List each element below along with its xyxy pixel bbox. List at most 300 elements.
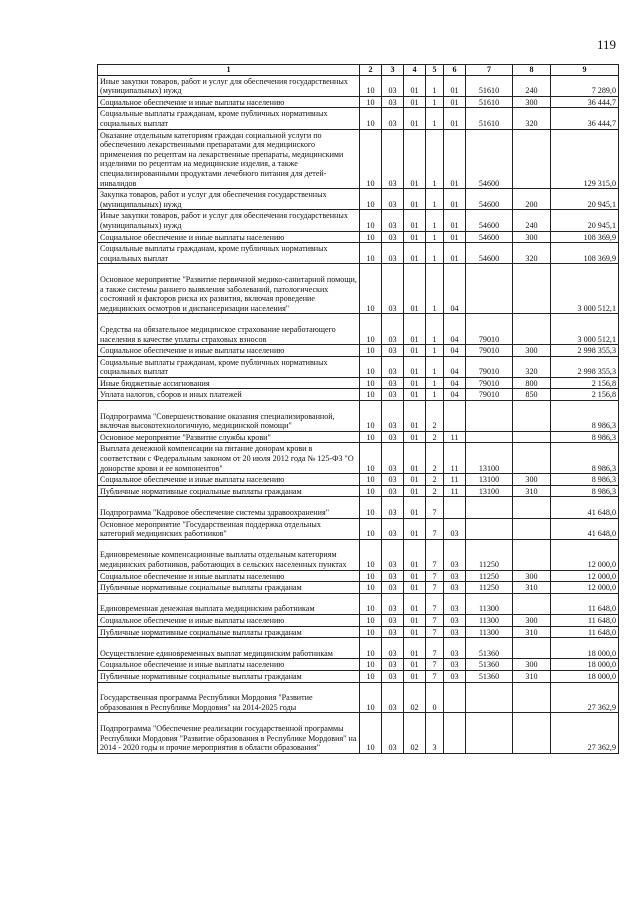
cell-c5: 7 <box>426 497 444 518</box>
cell-c6: 11 <box>444 474 466 486</box>
cell-c9: 20 945,1 <box>551 210 619 231</box>
cell-c6: 04 <box>444 377 466 389</box>
row-name: Социальные выплаты гражданам, кроме публичных нормативных социальных выплат <box>98 108 360 129</box>
cell-c3: 03 <box>382 377 404 389</box>
row-name: Подпрограмма "Совершенствование оказания специализированной, включая высокотехнологичную, медицинской помощи" <box>98 401 360 432</box>
cell-c6: 04 <box>444 314 466 345</box>
cell-c4: 01 <box>404 626 426 638</box>
cell-c9: 7 289,0 <box>551 75 619 96</box>
cell-c9: 12 000,0 <box>551 582 619 594</box>
cell-c2: 10 <box>360 443 382 474</box>
cell-c9: 2 156,8 <box>551 377 619 389</box>
row-name: Осуществление единовременных выплат медицинским работникам <box>98 638 360 659</box>
cell-c9: 11 648,0 <box>551 593 619 614</box>
row-name: Подпрограмма "Обеспечение реализации государственной программы Республики Мордовия "Развитие образования в Республике Мордовия" на 2014 - 2020 годы и прочие мероприятия в области образования" <box>98 713 360 753</box>
table-row <box>98 670 619 682</box>
cell-c3: 03 <box>382 518 404 539</box>
row-name: Социальное обеспечение и иные выплаты населению <box>98 345 360 357</box>
cell-c8 <box>513 401 551 432</box>
table-row <box>98 189 619 210</box>
cell-c6: 01 <box>444 189 466 210</box>
cell-c3: 03 <box>382 231 404 243</box>
cell-c5: 2 <box>426 485 444 497</box>
cell-c3: 03 <box>382 96 404 108</box>
cell-c6: 01 <box>444 75 466 96</box>
column-header: 2 <box>360 65 382 76</box>
column-header: 7 <box>466 65 513 76</box>
cell-c2: 10 <box>360 539 382 570</box>
cell-c7: 13100 <box>466 485 513 497</box>
cell-c5: 7 <box>426 593 444 614</box>
cell-c2: 10 <box>360 497 382 518</box>
cell-c8: 300 <box>513 96 551 108</box>
cell-c7: 79010 <box>466 345 513 357</box>
cell-c4: 01 <box>404 670 426 682</box>
cell-c8: 300 <box>513 231 551 243</box>
table-row <box>98 231 619 243</box>
cell-c2: 10 <box>360 314 382 345</box>
cell-c3: 03 <box>382 108 404 129</box>
cell-c5: 2 <box>426 401 444 432</box>
table-row <box>98 75 619 96</box>
table-row <box>98 615 619 627</box>
cell-c9: 2 156,8 <box>551 389 619 401</box>
column-header: 6 <box>444 65 466 76</box>
cell-c8: 800 <box>513 377 551 389</box>
column-header: 3 <box>382 65 404 76</box>
cell-c2: 10 <box>360 108 382 129</box>
cell-c8: 850 <box>513 389 551 401</box>
cell-c8 <box>513 713 551 753</box>
column-header: 5 <box>426 65 444 76</box>
cell-c2: 10 <box>360 713 382 753</box>
cell-c3: 03 <box>382 129 404 189</box>
cell-c5: 7 <box>426 659 444 671</box>
cell-c3: 03 <box>382 345 404 357</box>
cell-c8: 200 <box>513 189 551 210</box>
cell-c5: 7 <box>426 638 444 659</box>
cell-c7 <box>466 518 513 539</box>
cell-c8: 240 <box>513 75 551 96</box>
row-name: Основное мероприятие "Развитие службы крови" <box>98 431 360 443</box>
cell-c4: 01 <box>404 539 426 570</box>
cell-c7: 11300 <box>466 615 513 627</box>
row-name: Иные закупки товаров, работ и услуг для обеспечения государственных (муниципальных) нужд <box>98 210 360 231</box>
cell-c3: 03 <box>382 713 404 753</box>
cell-c4: 01 <box>404 474 426 486</box>
cell-c4: 01 <box>404 431 426 443</box>
cell-c2: 10 <box>360 593 382 614</box>
cell-c7: 11300 <box>466 593 513 614</box>
cell-c2: 10 <box>360 377 382 389</box>
cell-c7: 51610 <box>466 96 513 108</box>
cell-c9: 3 000 512,1 <box>551 264 619 314</box>
cell-c8 <box>513 129 551 189</box>
row-name: Единовременная денежная выплата медицинским работникам <box>98 593 360 614</box>
cell-c9: 18 000,0 <box>551 670 619 682</box>
cell-c6: 03 <box>444 626 466 638</box>
cell-c2: 10 <box>360 401 382 432</box>
table-row <box>98 713 619 753</box>
row-name: Оказание отдельным категориям граждан социальной услуги по обеспечению лекарственными препаратами для медицинского применения по рецептам на лекарственные препараты, медицинскими изделиями по рецептам на медицинские изделия, а также специализированными продуктами лечебного питания для детей-инвалидов <box>98 129 360 189</box>
row-name: Иные закупки товаров, работ и услуг для обеспечения государственных (муниципальных) нужд <box>98 75 360 96</box>
cell-c2: 10 <box>360 210 382 231</box>
cell-c9: 18 000,0 <box>551 659 619 671</box>
cell-c6: 01 <box>444 231 466 243</box>
cell-c9: 18 000,0 <box>551 638 619 659</box>
table-row <box>98 582 619 594</box>
cell-c8: 240 <box>513 210 551 231</box>
cell-c3: 03 <box>382 570 404 582</box>
cell-c7: 51360 <box>466 670 513 682</box>
table-row <box>98 485 619 497</box>
table-row <box>98 129 619 189</box>
cell-c2: 10 <box>360 431 382 443</box>
cell-c6: 03 <box>444 582 466 594</box>
cell-c2: 10 <box>360 615 382 627</box>
cell-c5: 1 <box>426 189 444 210</box>
cell-c4: 01 <box>404 243 426 264</box>
row-name: Социальное обеспечение и иные выплаты населению <box>98 659 360 671</box>
row-name: Средства на обязательное медицинское страхование неработающего населения в качестве уплаты страховых взносов <box>98 314 360 345</box>
cell-c7: 79010 <box>466 377 513 389</box>
cell-c4: 01 <box>404 356 426 377</box>
cell-c4: 01 <box>404 264 426 314</box>
cell-c4: 01 <box>404 75 426 96</box>
row-name: Социальное обеспечение и иные выплаты населению <box>98 474 360 486</box>
cell-c8: 310 <box>513 582 551 594</box>
row-name: Единовременные компенсационные выплаты отдельным категориям медицинских работников, работающих в сельских населенных пунктах <box>98 539 360 570</box>
cell-c6: 03 <box>444 539 466 570</box>
cell-c4: 01 <box>404 231 426 243</box>
cell-c4: 01 <box>404 210 426 231</box>
column-header: 4 <box>404 65 426 76</box>
cell-c7 <box>466 713 513 753</box>
row-name: Основное мероприятие "Государственная поддержка отдельных категорий медицинских работников" <box>98 518 360 539</box>
cell-c5: 1 <box>426 75 444 96</box>
row-name: Уплата налогов, сборов и иных платежей <box>98 389 360 401</box>
cell-c6: 01 <box>444 210 466 231</box>
cell-c7: 11250 <box>466 539 513 570</box>
cell-c5: 1 <box>426 377 444 389</box>
cell-c6: 01 <box>444 243 466 264</box>
cell-c3: 03 <box>382 431 404 443</box>
cell-c2: 10 <box>360 389 382 401</box>
cell-c7: 54600 <box>466 243 513 264</box>
cell-c4: 01 <box>404 570 426 582</box>
cell-c6: 03 <box>444 518 466 539</box>
cell-c2: 10 <box>360 356 382 377</box>
cell-c8: 320 <box>513 243 551 264</box>
cell-c9: 8 986,3 <box>551 431 619 443</box>
row-name: Социальное обеспечение и иные выплаты населению <box>98 96 360 108</box>
cell-c7 <box>466 431 513 443</box>
cell-c5: 0 <box>426 682 444 713</box>
cell-c2: 10 <box>360 474 382 486</box>
cell-c6 <box>444 713 466 753</box>
row-name: Публичные нормативные социальные выплаты гражданам <box>98 582 360 594</box>
table-row <box>98 474 619 486</box>
cell-c7 <box>466 401 513 432</box>
cell-c7: 11250 <box>466 582 513 594</box>
cell-c8 <box>513 431 551 443</box>
cell-c3: 03 <box>382 189 404 210</box>
row-name: Социальное обеспечение и иные выплаты населению <box>98 570 360 582</box>
row-name: Основное мероприятие "Развитие первичной медико-санитарной помощи, а также системы раннего выявления заболеваний, патологических состояний и факторов риска их развития, включая проведение медицинских осмотров и диспансеризации населения" <box>98 264 360 314</box>
cell-c4: 01 <box>404 497 426 518</box>
cell-c9: 36 444,7 <box>551 108 619 129</box>
table-row <box>98 593 619 614</box>
cell-c3: 03 <box>382 626 404 638</box>
cell-c7: 51610 <box>466 108 513 129</box>
cell-c8 <box>513 539 551 570</box>
row-name: Публичные нормативные социальные выплаты гражданам <box>98 485 360 497</box>
table-row <box>98 659 619 671</box>
table-row <box>98 497 619 518</box>
cell-c9: 108 369,9 <box>551 231 619 243</box>
cell-c2: 10 <box>360 264 382 314</box>
cell-c3: 03 <box>382 582 404 594</box>
row-name: Социальные выплаты гражданам, кроме публичных нормативных социальных выплат <box>98 243 360 264</box>
cell-c3: 03 <box>382 210 404 231</box>
cell-c9: 8 986,3 <box>551 401 619 432</box>
cell-c7: 13100 <box>466 443 513 474</box>
row-name: Социальное обеспечение и иные выплаты населению <box>98 615 360 627</box>
table-row <box>98 264 619 314</box>
cell-c3: 03 <box>382 264 404 314</box>
cell-c2: 10 <box>360 129 382 189</box>
cell-c6: 03 <box>444 593 466 614</box>
table-row <box>98 96 619 108</box>
cell-c7: 54600 <box>466 231 513 243</box>
cell-c3: 03 <box>382 389 404 401</box>
cell-c8 <box>513 638 551 659</box>
cell-c7: 13100 <box>466 474 513 486</box>
cell-c5: 1 <box>426 96 444 108</box>
table-row <box>98 210 619 231</box>
cell-c4: 01 <box>404 345 426 357</box>
table-row <box>98 108 619 129</box>
cell-c5: 1 <box>426 356 444 377</box>
table-row <box>98 377 619 389</box>
cell-c6: 04 <box>444 345 466 357</box>
cell-c4: 01 <box>404 659 426 671</box>
cell-c9: 27 362,9 <box>551 682 619 713</box>
cell-c9: 3 000 512,1 <box>551 314 619 345</box>
cell-c4: 01 <box>404 518 426 539</box>
cell-c8 <box>513 497 551 518</box>
cell-c8 <box>513 682 551 713</box>
cell-c8: 300 <box>513 345 551 357</box>
cell-c5: 1 <box>426 243 444 264</box>
cell-c5: 7 <box>426 626 444 638</box>
cell-c6: 04 <box>444 356 466 377</box>
page-number: 119 <box>596 37 616 52</box>
cell-c3: 03 <box>382 314 404 345</box>
row-name: Государственная программа Республики Мордовия "Развитие образования в Республике Мордовия" на 2014-2025 годы <box>98 682 360 713</box>
cell-c3: 03 <box>382 485 404 497</box>
cell-c4: 01 <box>404 389 426 401</box>
cell-c4: 01 <box>404 485 426 497</box>
cell-c7: 51610 <box>466 75 513 96</box>
table-row <box>98 431 619 443</box>
cell-c9: 108 369,9 <box>551 243 619 264</box>
table-row <box>98 626 619 638</box>
budget-table <box>97 64 619 754</box>
cell-c6 <box>444 682 466 713</box>
cell-c8: 300 <box>513 474 551 486</box>
table-row <box>98 389 619 401</box>
cell-c8 <box>513 518 551 539</box>
cell-c4: 01 <box>404 377 426 389</box>
cell-c2: 10 <box>360 96 382 108</box>
cell-c3: 03 <box>382 659 404 671</box>
cell-c6: 01 <box>444 96 466 108</box>
cell-c2: 10 <box>360 626 382 638</box>
cell-c2: 10 <box>360 670 382 682</box>
header-row <box>98 65 619 76</box>
cell-c7: 79010 <box>466 356 513 377</box>
cell-c9: 129 315,0 <box>551 129 619 189</box>
cell-c6: 11 <box>444 443 466 474</box>
cell-c9: 8 986,3 <box>551 443 619 474</box>
table-row <box>98 345 619 357</box>
cell-c3: 03 <box>382 497 404 518</box>
cell-c5: 2 <box>426 474 444 486</box>
cell-c4: 01 <box>404 189 426 210</box>
table-row <box>98 638 619 659</box>
cell-c2: 10 <box>360 189 382 210</box>
column-header: 8 <box>513 65 551 76</box>
cell-c9: 36 444,7 <box>551 96 619 108</box>
cell-c3: 03 <box>382 615 404 627</box>
cell-c3: 03 <box>382 75 404 96</box>
table-row <box>98 570 619 582</box>
cell-c9: 2 998 355,3 <box>551 356 619 377</box>
row-name: Социальное обеспечение и иные выплаты населению <box>98 231 360 243</box>
cell-c5: 1 <box>426 231 444 243</box>
cell-c6: 03 <box>444 615 466 627</box>
cell-c6: 03 <box>444 638 466 659</box>
cell-c5: 1 <box>426 264 444 314</box>
cell-c4: 01 <box>404 582 426 594</box>
cell-c4: 01 <box>404 443 426 474</box>
cell-c3: 03 <box>382 243 404 264</box>
cell-c5: 1 <box>426 389 444 401</box>
cell-c6: 03 <box>444 659 466 671</box>
cell-c3: 03 <box>382 401 404 432</box>
cell-c2: 10 <box>360 518 382 539</box>
cell-c6: 04 <box>444 264 466 314</box>
cell-c7: 51360 <box>466 659 513 671</box>
row-name: Подпрограмма "Кадровое обеспечение системы здравоохранения" <box>98 497 360 518</box>
cell-c8: 300 <box>513 659 551 671</box>
cell-c3: 03 <box>382 682 404 713</box>
cell-c9: 20 945,1 <box>551 189 619 210</box>
cell-c5: 1 <box>426 314 444 345</box>
cell-c4: 01 <box>404 314 426 345</box>
cell-c2: 10 <box>360 231 382 243</box>
cell-c4: 01 <box>404 638 426 659</box>
cell-c2: 10 <box>360 485 382 497</box>
cell-c5: 1 <box>426 108 444 129</box>
cell-c7: 79010 <box>466 314 513 345</box>
column-header: 1 <box>98 65 360 76</box>
cell-c6: 03 <box>444 570 466 582</box>
cell-c5: 7 <box>426 570 444 582</box>
row-name: Социальные выплаты гражданам, кроме публичных нормативных социальных выплат <box>98 356 360 377</box>
cell-c2: 10 <box>360 682 382 713</box>
table-row <box>98 518 619 539</box>
table-row <box>98 401 619 432</box>
cell-c4: 02 <box>404 682 426 713</box>
cell-c5: 2 <box>426 431 444 443</box>
cell-c7: 54600 <box>466 189 513 210</box>
cell-c7: 11300 <box>466 626 513 638</box>
cell-c4: 01 <box>404 593 426 614</box>
cell-c8: 300 <box>513 615 551 627</box>
table-row <box>98 243 619 264</box>
cell-c5: 7 <box>426 615 444 627</box>
cell-c2: 10 <box>360 659 382 671</box>
cell-c3: 03 <box>382 356 404 377</box>
cell-c8: 310 <box>513 485 551 497</box>
cell-c8: 320 <box>513 108 551 129</box>
cell-c5: 2 <box>426 443 444 474</box>
cell-c4: 02 <box>404 713 426 753</box>
cell-c4: 01 <box>404 108 426 129</box>
cell-c9: 41 648,0 <box>551 518 619 539</box>
table-row <box>98 539 619 570</box>
cell-c5: 3 <box>426 713 444 753</box>
cell-c2: 10 <box>360 345 382 357</box>
cell-c4: 01 <box>404 129 426 189</box>
row-name: Публичные нормативные социальные выплаты гражданам <box>98 626 360 638</box>
cell-c6: 11 <box>444 431 466 443</box>
cell-c7: 11250 <box>466 570 513 582</box>
cell-c4: 01 <box>404 615 426 627</box>
cell-c9: 11 648,0 <box>551 626 619 638</box>
table-row <box>98 443 619 474</box>
cell-c7: 79010 <box>466 389 513 401</box>
cell-c4: 01 <box>404 96 426 108</box>
cell-c7: 54600 <box>466 210 513 231</box>
cell-c7 <box>466 497 513 518</box>
cell-c9: 12 000,0 <box>551 539 619 570</box>
cell-c7: 51360 <box>466 638 513 659</box>
cell-c7 <box>466 264 513 314</box>
cell-c9: 12 000,0 <box>551 570 619 582</box>
row-name: Закупка товаров, работ и услуг для обеспечения государственных (муниципальных) нужд <box>98 189 360 210</box>
cell-c6 <box>444 401 466 432</box>
cell-c4: 01 <box>404 401 426 432</box>
cell-c6: 01 <box>444 129 466 189</box>
cell-c5: 7 <box>426 518 444 539</box>
cell-c6: 01 <box>444 108 466 129</box>
cell-c8: 300 <box>513 570 551 582</box>
cell-c5: 1 <box>426 210 444 231</box>
cell-c8 <box>513 443 551 474</box>
cell-c7: 54600 <box>466 129 513 189</box>
cell-c3: 03 <box>382 593 404 614</box>
cell-c9: 8 986,3 <box>551 474 619 486</box>
cell-c9: 11 648,0 <box>551 615 619 627</box>
cell-c8 <box>513 593 551 614</box>
cell-c3: 03 <box>382 638 404 659</box>
cell-c3: 03 <box>382 539 404 570</box>
cell-c7 <box>466 682 513 713</box>
table-row <box>98 356 619 377</box>
